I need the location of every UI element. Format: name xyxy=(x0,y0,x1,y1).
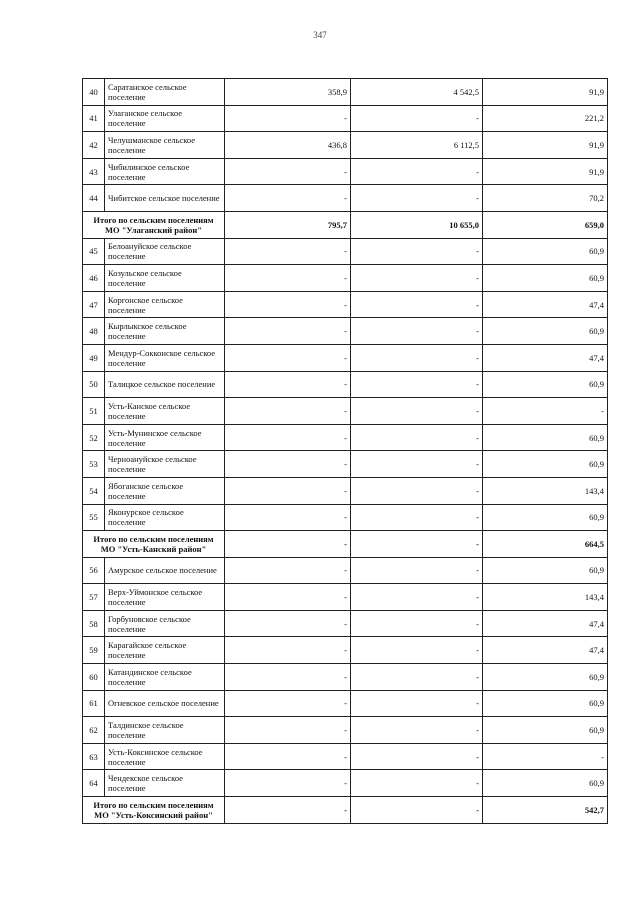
value-col-1: - xyxy=(225,318,351,345)
value-col-3: 91,9 xyxy=(483,132,608,159)
table-row xyxy=(83,610,608,637)
value-col-1: - xyxy=(225,344,351,371)
settlement-name: Челушманское сельское поселение xyxy=(105,132,225,159)
value-col-2: - xyxy=(351,424,483,451)
table-row xyxy=(83,398,608,425)
value-col-1: - xyxy=(225,265,351,292)
value-col-3: 664,5 xyxy=(483,531,608,558)
table-row xyxy=(83,318,608,345)
table-row xyxy=(83,371,608,398)
value-col-1: - xyxy=(225,557,351,584)
settlement-name: Карагайское сельское поселение xyxy=(105,637,225,664)
row-number: 51 xyxy=(83,398,105,425)
table-row xyxy=(83,557,608,584)
settlement-name: Саратанское сельское поселение xyxy=(105,79,225,106)
value-col-3: 60,9 xyxy=(483,371,608,398)
row-number: 55 xyxy=(83,504,105,531)
settlement-name: Мендур-Сокконское сельское поселение xyxy=(105,344,225,371)
value-col-3: 47,4 xyxy=(483,291,608,318)
budget-table xyxy=(82,78,608,824)
row-number: 64 xyxy=(83,770,105,797)
value-col-2: - xyxy=(351,770,483,797)
value-col-3: 60,9 xyxy=(483,451,608,478)
value-col-3: 91,9 xyxy=(483,158,608,185)
settlement-name: Кырлыкское сельское поселение xyxy=(105,318,225,345)
value-col-3: 659,0 xyxy=(483,211,608,238)
value-col-1: - xyxy=(225,105,351,132)
row-number: 50 xyxy=(83,371,105,398)
value-col-1: - xyxy=(225,664,351,691)
value-col-2: - xyxy=(351,637,483,664)
value-col-3: 60,9 xyxy=(483,717,608,744)
value-col-2: - xyxy=(351,105,483,132)
value-col-2: - xyxy=(351,398,483,425)
value-col-1: - xyxy=(225,238,351,265)
value-col-3: 47,4 xyxy=(483,344,608,371)
row-number: 60 xyxy=(83,664,105,691)
row-number: 58 xyxy=(83,610,105,637)
value-col-2: - xyxy=(351,318,483,345)
settlement-name: Яконурское сельское поселение xyxy=(105,504,225,531)
value-col-1: - xyxy=(225,610,351,637)
table-row xyxy=(83,132,608,159)
row-number: 44 xyxy=(83,185,105,212)
value-col-3: - xyxy=(483,743,608,770)
value-col-2: - xyxy=(351,238,483,265)
value-col-2: - xyxy=(351,584,483,611)
row-number: 56 xyxy=(83,557,105,584)
value-col-1: - xyxy=(225,451,351,478)
value-col-3: 221,2 xyxy=(483,105,608,132)
value-col-2: - xyxy=(351,610,483,637)
value-col-2: - xyxy=(351,664,483,691)
value-col-3: 143,4 xyxy=(483,477,608,504)
table-row xyxy=(83,105,608,132)
subtotal-title: Итого по сельским поселениям МО "Улаганский район" xyxy=(83,211,225,238)
value-col-1: - xyxy=(225,504,351,531)
value-col-1: 795,7 xyxy=(225,211,351,238)
row-number: 43 xyxy=(83,158,105,185)
row-number: 46 xyxy=(83,265,105,292)
value-col-3: 70,2 xyxy=(483,185,608,212)
row-number: 47 xyxy=(83,291,105,318)
value-col-3: 60,9 xyxy=(483,318,608,345)
value-col-1: - xyxy=(225,291,351,318)
value-col-2: - xyxy=(351,690,483,717)
table-row xyxy=(83,477,608,504)
value-col-3: 60,9 xyxy=(483,504,608,531)
row-number: 62 xyxy=(83,717,105,744)
value-col-2: - xyxy=(351,717,483,744)
value-col-1: - xyxy=(225,797,351,824)
table-row xyxy=(83,158,608,185)
settlement-name: Усть-Мунинское сельское поселение xyxy=(105,424,225,451)
row-number: 42 xyxy=(83,132,105,159)
table-row xyxy=(83,504,608,531)
table-row xyxy=(83,637,608,664)
value-col-3: 60,9 xyxy=(483,424,608,451)
settlement-name: Чендекское сельское поселение xyxy=(105,770,225,797)
table-row xyxy=(83,238,608,265)
value-col-2: - xyxy=(351,531,483,558)
row-number: 59 xyxy=(83,637,105,664)
settlement-name: Огневское сельское поселение xyxy=(105,690,225,717)
value-col-2: - xyxy=(351,743,483,770)
value-col-1: - xyxy=(225,770,351,797)
settlement-name: Коргонское сельское поселение xyxy=(105,291,225,318)
value-col-2: - xyxy=(351,504,483,531)
value-col-1: - xyxy=(225,424,351,451)
value-col-2: - xyxy=(351,451,483,478)
value-col-2: - xyxy=(351,158,483,185)
value-col-1: - xyxy=(225,158,351,185)
table-row xyxy=(83,690,608,717)
value-col-1: - xyxy=(225,637,351,664)
row-number: 45 xyxy=(83,238,105,265)
value-col-1: 358,9 xyxy=(225,79,351,106)
value-col-2: - xyxy=(351,371,483,398)
value-col-1: - xyxy=(225,743,351,770)
subtotal-row xyxy=(83,531,608,558)
settlement-name: Верх-Уймонское сельское поселение xyxy=(105,584,225,611)
row-number: 53 xyxy=(83,451,105,478)
settlement-name: Черноануйское сельское поселение xyxy=(105,451,225,478)
value-col-2: - xyxy=(351,185,483,212)
table-row xyxy=(83,451,608,478)
value-col-3: 47,4 xyxy=(483,610,608,637)
value-col-2: - xyxy=(351,477,483,504)
page-number: 347 xyxy=(313,30,327,40)
row-number: 57 xyxy=(83,584,105,611)
table-row xyxy=(83,717,608,744)
table-row xyxy=(83,743,608,770)
value-col-1: - xyxy=(225,717,351,744)
row-number: 52 xyxy=(83,424,105,451)
value-col-3: 60,9 xyxy=(483,770,608,797)
settlement-name: Чибитское сельское поселение xyxy=(105,185,225,212)
value-col-3: 542,7 xyxy=(483,797,608,824)
settlement-name: Улаганское сельское поселение xyxy=(105,105,225,132)
table-row xyxy=(83,584,608,611)
subtotal-row xyxy=(83,211,608,238)
value-col-2: - xyxy=(351,291,483,318)
table-row xyxy=(83,424,608,451)
value-col-3: 60,9 xyxy=(483,238,608,265)
value-col-1: - xyxy=(225,531,351,558)
value-col-1: - xyxy=(225,398,351,425)
value-col-2: 4 542,5 xyxy=(351,79,483,106)
value-col-3: 60,9 xyxy=(483,557,608,584)
subtotal-row xyxy=(83,797,608,824)
row-number: 48 xyxy=(83,318,105,345)
row-number: 63 xyxy=(83,743,105,770)
row-number: 40 xyxy=(83,79,105,106)
value-col-3: - xyxy=(483,398,608,425)
value-col-2: 10 655,0 xyxy=(351,211,483,238)
value-col-3: 47,4 xyxy=(483,637,608,664)
value-col-3: 91,9 xyxy=(483,79,608,106)
subtotal-title: Итого по сельским поселениям МО "Усть-Коксинский район" xyxy=(83,797,225,824)
table-row xyxy=(83,185,608,212)
settlement-name: Талдинское сельское поселение xyxy=(105,717,225,744)
row-number: 41 xyxy=(83,105,105,132)
budget-table-body xyxy=(83,79,608,824)
settlement-name: Горбуновское сельское поселение xyxy=(105,610,225,637)
value-col-1: - xyxy=(225,584,351,611)
row-number: 49 xyxy=(83,344,105,371)
table-row xyxy=(83,291,608,318)
settlement-name: Усть-Канское сельское поселение xyxy=(105,398,225,425)
settlement-name: Козульское сельское поселение xyxy=(105,265,225,292)
value-col-3: 60,9 xyxy=(483,690,608,717)
value-col-3: 60,9 xyxy=(483,664,608,691)
value-col-3: 60,9 xyxy=(483,265,608,292)
value-col-1: 436,8 xyxy=(225,132,351,159)
value-col-2: - xyxy=(351,557,483,584)
table-row xyxy=(83,664,608,691)
settlement-name: Талицкое сельское поселение xyxy=(105,371,225,398)
table-row xyxy=(83,79,608,106)
value-col-1: - xyxy=(225,690,351,717)
value-col-3: 143,4 xyxy=(483,584,608,611)
row-number: 54 xyxy=(83,477,105,504)
value-col-2: - xyxy=(351,344,483,371)
table-row xyxy=(83,344,608,371)
settlement-name: Амурское сельское поселение xyxy=(105,557,225,584)
settlement-name: Белоануйское сельское поселение xyxy=(105,238,225,265)
settlement-name: Усть-Коксинское сельское поселение xyxy=(105,743,225,770)
value-col-1: - xyxy=(225,185,351,212)
value-col-2: - xyxy=(351,265,483,292)
settlement-name: Чибилинское сельское поселение xyxy=(105,158,225,185)
subtotal-title: Итого по сельским поселениям МО "Усть-Канский район" xyxy=(83,531,225,558)
row-number: 61 xyxy=(83,690,105,717)
value-col-1: - xyxy=(225,371,351,398)
table-row xyxy=(83,265,608,292)
value-col-2: - xyxy=(351,797,483,824)
value-col-2: 6 112,5 xyxy=(351,132,483,159)
settlement-name: Ябоганское сельское поселение xyxy=(105,477,225,504)
value-col-1: - xyxy=(225,477,351,504)
settlement-name: Катандинское сельское поселение xyxy=(105,664,225,691)
table-row xyxy=(83,770,608,797)
